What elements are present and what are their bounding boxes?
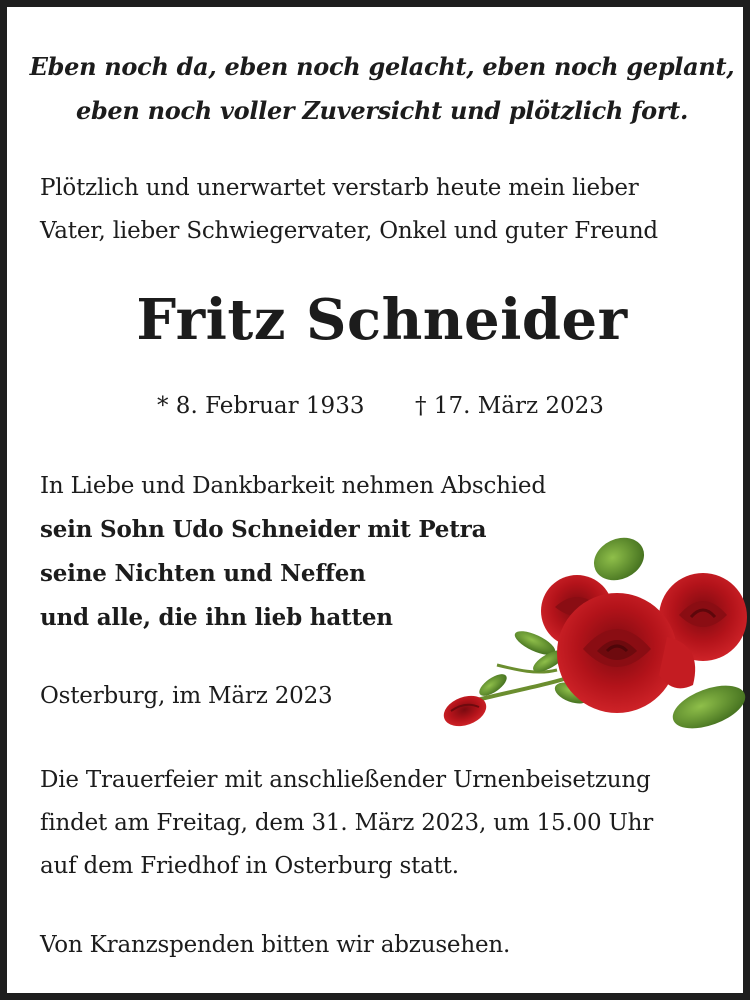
closing-note: Von Kranzspenden bitten wir abzusehen. — [40, 932, 511, 958]
birth-date: * 8. Februar 1933 — [157, 393, 365, 419]
mourners-intro: In Liebe und Dankbarkeit nehmen Abschied — [40, 473, 546, 499]
ceremony-line-3: auf dem Friedhof in Osterburg statt. — [40, 853, 459, 879]
intro-line-2: Vater, lieber Schwiegervater, Onkel und guter Freund — [40, 218, 658, 244]
place-date: Osterburg, im März 2023 — [40, 683, 333, 709]
motto-line-1: Eben noch da, eben noch gelacht, eben noch geplant, — [29, 52, 735, 81]
mourners-line-1: sein Sohn Udo Schneider mit Petra — [40, 516, 487, 543]
intro-line-1: Plötzlich und unerwartet verstarb heute mein lieber — [40, 175, 639, 201]
deceased-name: Fritz Schneider — [136, 287, 628, 353]
ceremony-line-2: findet am Freitag, dem 31. März 2023, um 15.00 Uhr — [40, 810, 654, 836]
ceremony-line-1: Die Trauerfeier mit anschließender Urnenbeisetzung — [40, 767, 651, 793]
mourners-line-2: seine Nichten und Neffen — [40, 560, 366, 587]
red-roses-icon — [437, 525, 749, 731]
death-date: † 17. März 2023 — [415, 393, 604, 419]
motto-line-2: eben noch voller Zuversicht und plötzlich fort. — [75, 96, 689, 125]
mourners-line-3: und alle, die ihn lieb hatten — [40, 604, 393, 631]
